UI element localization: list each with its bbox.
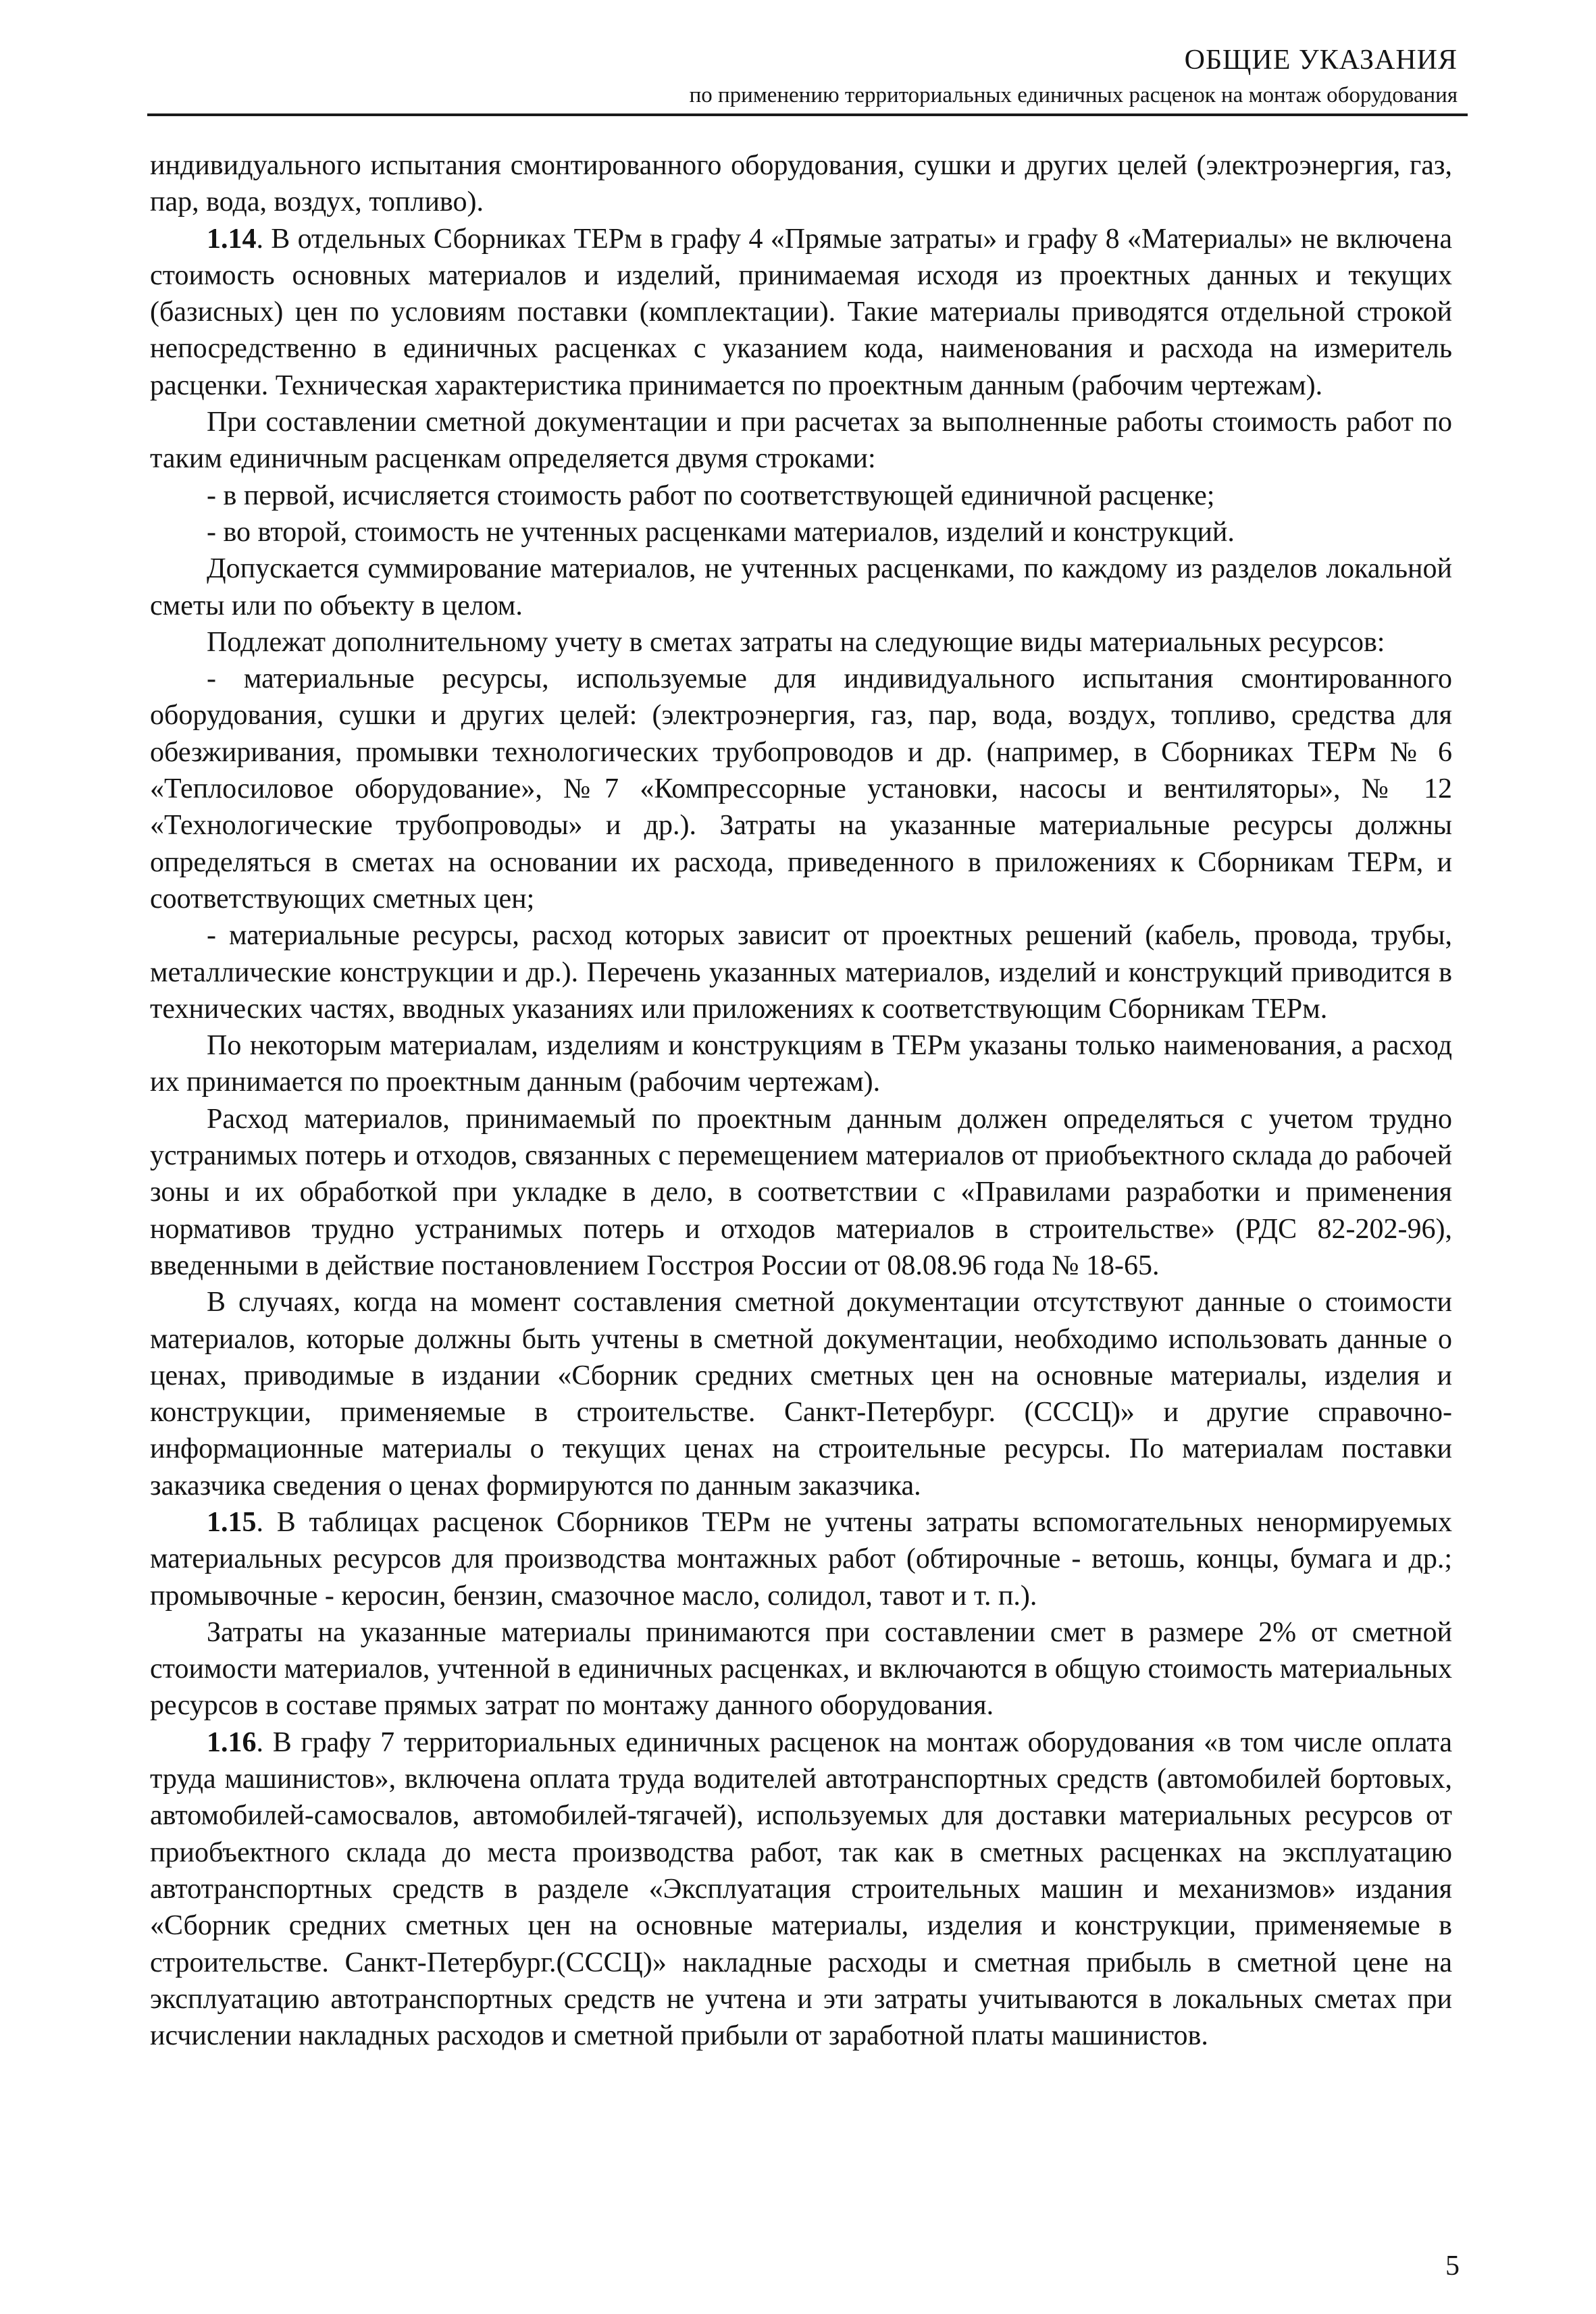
section-number: 1.15 xyxy=(207,1506,257,1538)
paragraph xyxy=(150,550,1452,624)
paragraph-continuation xyxy=(150,147,1452,221)
paragraph-text: Допускается суммирование материалов, не учтенных расценками, по каждому из разделов локальной сметы или по объекту в целом. xyxy=(150,553,1452,621)
paragraph-text: По некоторым материалам, изделиям и конструкциям в ТЕРм указаны только наименования, а расход их принимается по проектным данным (рабочим чертежам). xyxy=(150,1030,1452,1098)
section-number: 1.16 xyxy=(207,1726,257,1758)
paragraph-text: - материальные ресурсы, используемые для индивидуального испытания смонтированного оборудования, сушки и других целей: (электроэнергия, газ, пар, вода, воздух, топливо, средства для обезжиривания, промывки технологических трубопроводов и др. (например, в Сборниках ТЕРм № 6 «Теплосиловое оборудование», №7 «Компрессорные установки, насосы и вентиляторы», № 12 «Технологические трубопроводы» и др.). Затраты на указанные материальные ресурсы должны определяться в сметах на основании их расхода, приведенного в приложениях к Сборникам ТЕРм, и соответствующих сметных цен; xyxy=(150,663,1452,915)
list-item xyxy=(150,917,1452,1027)
paragraph xyxy=(150,1101,1452,1284)
list-item xyxy=(150,661,1452,917)
paragraph-text: . В таблицах расценок Сборников ТЕРм не учтены затраты вспомогательных ненормируемых материальных ресурсов для производства монтажных работ (обтирочные - ветошь, концы, бумага и др.; промывочные - керосин, бензин, смазочное масло, солидол, тавот и т. п.). xyxy=(150,1506,1452,1612)
section-1-16 xyxy=(150,1724,1452,2055)
list-item xyxy=(150,514,1452,550)
page-number: 5 xyxy=(1445,2251,1460,2282)
paragraph xyxy=(150,1614,1452,1724)
paragraph-text: - материальные ресурсы, расход которых зависит от проектных решений (кабель, провода, трубы, металлические конструкции и др.). Перечень указанных материалов, изделий и конструкций приводится в технических частях, вводных указаниях или приложениях к соответствующим Сборникам ТЕРм. xyxy=(150,920,1452,1025)
running-header xyxy=(0,42,1458,111)
header-title: ОБЩИЕ УКАЗАНИЯ xyxy=(1184,45,1458,76)
section-1-15 xyxy=(150,1504,1452,1614)
paragraph-text: Подлежат дополнительному учету в сметах затраты на следующие виды материальных ресурсов: xyxy=(207,626,1385,658)
paragraph-text: - во второй, стоимость не учтенных расценками материалов, изделий и конструкций. xyxy=(207,516,1235,548)
paragraph-text: - в первой, исчисляется стоимость работ по соответствующей единичной расценке; xyxy=(207,480,1215,511)
paragraph xyxy=(150,1284,1452,1504)
header-subtitle: по применению территориальных единичных расценок на монтаж оборудования xyxy=(689,83,1458,107)
paragraph-text: . В графу 7 территориальных единичных расценок на монтаж оборудования «в том числе оплата труда машинистов», включена оплата труда водителей автотранспортных средств (автомобилей бортовых, автомобилей-самосвалов, автомобилей-тягачей), используемых для доставки материальных ресурсов от приобъектного склада до места производства работ, так как в сметных расценках на эксплуатацию автотранспортных средств в разделе «Эксплуатация строительных машин и механизмов» издания «Сборник средних сметных цен на основные материалы, изделия и конструкции, применяемые в строительстве. Санкт-Петербург.(СССЦ)» накладные расходы и сметная прибыль в сметной цене на эксплуатацию автотранспортных средств не учтена и эти затраты учитываются в локальных сметах при исчислении накладных расходов и сметной прибыли от заработной платы машинистов. xyxy=(150,1726,1452,2052)
paragraph-text: индивидуального испытания смонтированного оборудования, сушки и других целей (электроэнергия, газ, пар, вода, воздух, топливо). xyxy=(150,150,1452,218)
document-body xyxy=(150,147,1452,2054)
paragraph-text: Расход материалов, принимаемый по проектным данным должен определяться с учетом трудно устранимых потерь и отходов, связанных с перемещением материалов от приобъектного склада до рабочей зоны и их обработкой при укладке в дело, в соответствии с «Правилами разработки и применения нормативов трудно устранимых потерь и отходов материалов в строительстве» (РДС 82-202-96), введенными в действие постановлением Госстроя России от 08.08.96 года № 18-65. xyxy=(150,1103,1452,1281)
paragraph-text: В случаях, когда на момент составления сметной документации отсутствуют данные о стоимости материалов, которые должны быть учтены в сметной документации, необходимо использовать данные о ценах, приводимые в издании «Сборник средних сметных цен на основные материалы, изделия и конструкции, применяемые в строительстве. Санкт-Петербург. (СССЦ)» и другие справочно-информационные материалы о текущих ценах на строительные ресурсы. По материалам поставки заказчика сведения о ценах формируются по данным заказчика. xyxy=(150,1287,1452,1501)
paragraph xyxy=(150,404,1452,478)
list-item xyxy=(150,478,1452,514)
section-1-14 xyxy=(150,221,1452,404)
paragraph xyxy=(150,624,1452,661)
paragraph-text: . В отдельных Сборниках ТЕРм в графу 4 «Прямые затраты» и графу 8 «Материалы» не включена стоимость основных материалов и изделий, принимаемая исходя из проектных данных и текущих (базисных) цен по условиям поставки (комплектации). Такие материалы приводятся отдельной строкой непосредственно в единичных расценках с указанием кода, наименования и расхода на измеритель расценки. Техническая характеристика принимается по проектным данным (рабочим чертежам). xyxy=(150,223,1452,401)
section-number: 1.14 xyxy=(207,223,257,255)
header-divider xyxy=(147,113,1468,116)
paragraph-text: Затраты на указанные материалы принимаются при составлении смет в размере 2% от сметной стоимости материалов, учтенной в единичных расценках, и включаются в общую стоимость материальных ресурсов в составе прямых затрат по монтажу данного оборудования. xyxy=(150,1616,1452,1722)
paragraph xyxy=(150,1027,1452,1101)
paragraph-text: При составлении сметной документации и при расчетах за выполненные работы стоимость работ по таким единичным расценкам определяется двумя строками: xyxy=(150,407,1452,475)
